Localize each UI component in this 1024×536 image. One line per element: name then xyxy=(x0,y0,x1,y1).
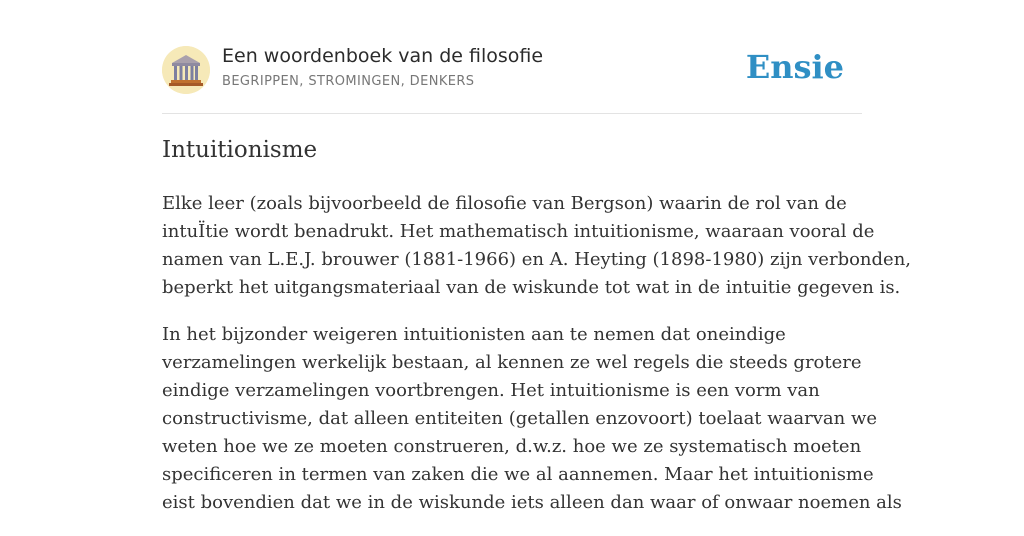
text-line: constructivisme, dat alleen entiteiten (getallen enzovoort) toelaat waarvan we xyxy=(162,408,878,429)
text-line: Elke leer (zoals bijvoorbeeld de filosofie van Bergson) waarin de rol van de xyxy=(162,193,847,214)
text-line: namen van L.E.J. brouwer (1881-1966) en A. Heyting (1898-1980) zijn verbonden, xyxy=(162,249,912,270)
logo-link[interactable] xyxy=(162,46,210,94)
brand-link[interactable]: Ensie xyxy=(745,48,844,86)
site-header xyxy=(162,0,862,114)
text-line: beperkt het uitgangsmateriaal van de wiskunde tot wat in de intuitie gegeven is. xyxy=(162,277,901,298)
paragraph xyxy=(162,190,912,302)
entry-body xyxy=(162,190,912,536)
text-line: verzamelingen werkelijk bestaan, al kennen ze wel regels die steeds grotere xyxy=(162,352,862,373)
text-line: In het bijzonder weigeren intuitionisten aan te nemen dat oneindige xyxy=(162,324,786,345)
temple-icon xyxy=(162,46,210,94)
text-line: eindige verzamelingen voortbrengen. Het intuitionisme is een vorm van xyxy=(162,380,820,401)
text-line: weten hoe we ze moeten construeren, d.w.z. hoe we ze systematisch moeten xyxy=(162,436,862,457)
text-line: eist bovendien dat we in de wiskunde iets alleen dan waar of onwaar noemen als xyxy=(162,492,902,513)
text-line: specificeren in termen van zaken die we al aannemen. Maar het intuitionisme xyxy=(162,464,874,485)
site-title: Een woordenboek van de filosofie xyxy=(222,45,544,67)
entry-title: Intuitionisme xyxy=(162,137,318,163)
site-subtitle: BEGRIPPEN, STROMINGEN, DENKERS xyxy=(222,74,475,89)
text-line: intuÏtie wordt benadrukt. Het mathematisch intuitionisme, waaraan vooral de xyxy=(162,221,875,242)
page xyxy=(162,0,912,513)
paragraph xyxy=(162,321,902,517)
